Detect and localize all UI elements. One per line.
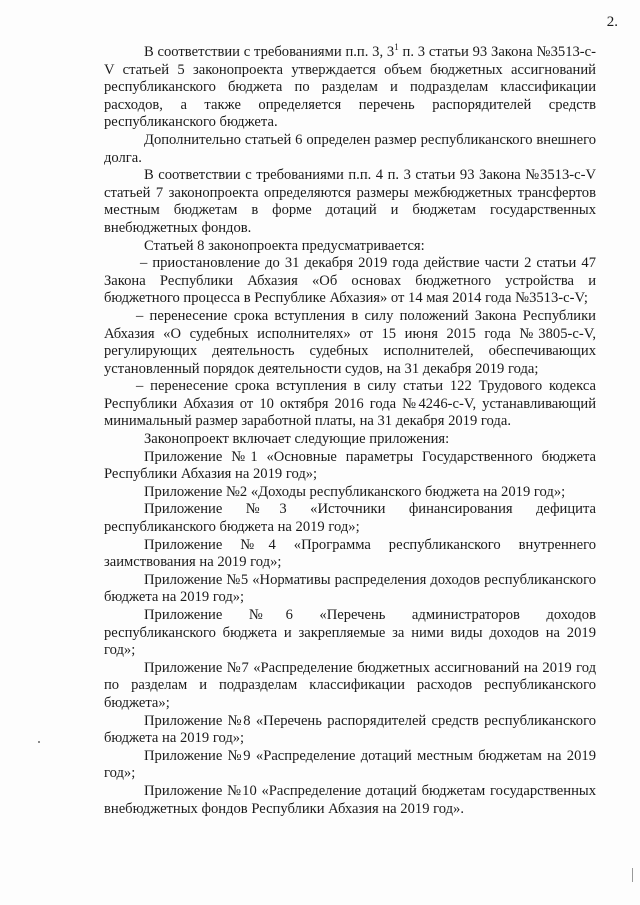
annex-1: Приложение №1 «Основные параметры Государственного бюджета Республики Абхазия на 2019 год»; xyxy=(104,448,596,483)
scan-speck xyxy=(38,741,40,743)
list-item-labor-code: – перенесение срока вступления в силу статьи 122 Трудового кодекса Республики Абхазия от 10 октября 2016 года №4246-с-V, устанавливающий минимальный размер заработной платы, на 31 декабря 2019 года. xyxy=(104,378,596,430)
paragraph-2: Дополнительно статьей 6 определен размер республиканского внешнего долга. xyxy=(104,131,596,166)
annex-3: Приложение №3 «Источники финансирования дефицита республиканского бюджета на 2019 год»; xyxy=(104,501,596,536)
paragraph-1 xyxy=(104,44,596,132)
annex-4: Приложение №4 «Программа республиканского внутреннего заимствования на 2019 год»; xyxy=(104,536,596,571)
annex-2: Приложение №2 «Доходы республиканского бюджета на 2019 год»; xyxy=(144,483,566,500)
paragraph-annexes-intro: Законопроект включает следующие приложения: xyxy=(144,431,450,448)
annex-8: Приложение №8 «Перечень распорядителей средств республиканского бюджета на 2019 год»; xyxy=(104,712,596,747)
annex-9: Приложение №9 «Распределение дотаций местным бюджетам на 2019 год»; xyxy=(104,747,596,782)
annex-10: Приложение №10 «Распределение дотаций бюджетам государственных внебюджетных фондов Республики Абхазия на 2019 год». xyxy=(104,782,596,817)
annex-7: Приложение №7 «Распределение бюджетных ассигнований на 2019 год по разделам и подразделам классификации расходов республиканского бюджета»; xyxy=(104,659,596,711)
list-item-suspension: – приостановление до 31 декабря 2019 года действие части 2 статьи 47 Закона Республики Абхазия «Об основах бюджетного устройства и бюджетного процесса в Республике Абхазия» от 14 мая 2014 года №3513-с-V; xyxy=(104,255,596,307)
annex-5: Приложение №5 «Нормативы распределения доходов республиканского бюджета на 2019 год»; xyxy=(104,571,596,606)
scan-edge-mark xyxy=(632,868,633,882)
page-number: 2. xyxy=(606,14,618,30)
paragraph-3: В соответствии с требованиями п.п. 4 п. 3 статьи 93 Закона №3513-с-V статьей 7 законопроекта определяются размеры межбюджетных трансфертов местным бюджетам в форме дотаций и бюджетам государственных внебюджетных фондов. xyxy=(104,167,596,236)
document-body xyxy=(104,44,596,818)
list-item-bailiffs: – перенесение срока вступления в силу положений Закона Республики Абхазия «О судебных исполнителях» от 15 июня 2015 года №3805-с-V, регулирующих деятельность судебных исполнителей, обеспечивающих установленный порядок деятельности судов, на 31 декабря 2019 года; xyxy=(104,307,596,377)
paragraph-4: Статьей 8 законопроекта предусматривается: xyxy=(144,237,425,254)
annex-6: Приложение №6 «Перечень администраторов доходов республиканского бюджета и закрепляемые за ними виды доходов на 2019 год»; xyxy=(104,607,596,659)
paragraph-1-start: В соответствии с требованиями п.п. 3, 3 xyxy=(144,44,395,60)
paragraph-1-rest: п. 3 статьи 93 Закона №3513-с-V статьей 5 законопроекта утверждается объем бюджетных ассигнований республиканского бюджета по разделам и подразделам классификации расходов, а также определяется перечень распорядителей средств республиканского бюджета. xyxy=(104,44,596,131)
superscript: 1 xyxy=(394,42,399,53)
